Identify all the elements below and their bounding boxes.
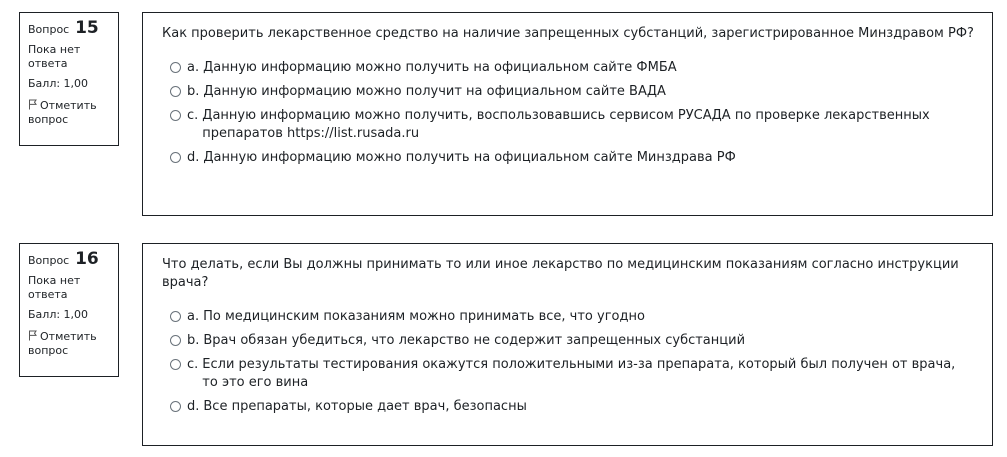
radio-button[interactable]: [170, 311, 181, 322]
answer-option-d[interactable]: [162, 398, 974, 416]
question-grade: Балл: 1,00: [28, 77, 89, 90]
answer-text: Все препараты, которые дает врач, безопасны: [203, 399, 527, 414]
answer-letter: d.: [187, 150, 200, 165]
answer-text: Данную информацию можно получить на официальном сайте ФМБА: [203, 60, 677, 75]
question-number-row: [28, 250, 110, 270]
question-content-16: [142, 243, 993, 446]
answer-option-c[interactable]: [162, 107, 974, 143]
question-number-row: [28, 19, 110, 39]
answer-list: [162, 308, 974, 416]
radio-button[interactable]: [170, 359, 181, 370]
answer-text: Данную информацию можно получить на официальном сайте Минздрава РФ: [203, 150, 736, 165]
question-number: 15: [75, 18, 99, 38]
answer-letter: a.: [187, 309, 200, 324]
answer-option-b[interactable]: [162, 83, 974, 101]
answer-text: Данную информацию можно получить, воспользовавшись сервисом РУСАДА по проверке лекарственных препаратов https://list.rusada.ru: [202, 108, 930, 141]
question-info-15: [19, 12, 119, 146]
radio-button[interactable]: [170, 110, 181, 121]
radio-button[interactable]: [170, 152, 181, 163]
question-grade: Балл: 1,00: [28, 308, 89, 321]
flag-question-link[interactable]: [28, 99, 110, 127]
question-state: Пока нет ответа: [28, 43, 81, 70]
answer-letter: d.: [187, 399, 200, 414]
answer-option-a[interactable]: [162, 308, 974, 326]
flag-icon: [28, 99, 38, 110]
question-number: 16: [75, 249, 99, 269]
radio-button[interactable]: [170, 335, 181, 346]
radio-button[interactable]: [170, 86, 181, 97]
question-text: Что делать, если Вы должны принимать то или иное лекарство по медицинским показаниям согласно инструкции врача?: [162, 257, 959, 290]
answer-option-a[interactable]: [162, 59, 974, 77]
answer-letter: b.: [187, 333, 200, 348]
question-content-15: [142, 12, 993, 216]
question-state: Пока нет ответа: [28, 274, 81, 301]
answer-option-c[interactable]: [162, 356, 974, 392]
answer-text: Врач обязан убедиться, что лекарство не содержит запрещенных субстанций: [203, 333, 746, 348]
question-label: Вопрос: [28, 23, 70, 36]
answer-letter: a.: [187, 60, 200, 75]
flag-question-label: Отметить вопрос: [28, 330, 97, 357]
flag-icon: [28, 330, 38, 341]
question-text: Как проверить лекарственное средство на наличие запрещенных субстанций, зарегистрированное Минздравом РФ?: [162, 26, 974, 41]
radio-button[interactable]: [170, 62, 181, 73]
answer-option-b[interactable]: [162, 332, 974, 350]
answer-letter: b.: [187, 84, 200, 99]
question-label: Вопрос: [28, 254, 70, 267]
answer-list: [162, 59, 974, 167]
radio-button[interactable]: [170, 401, 181, 412]
flag-question-label: Отметить вопрос: [28, 99, 97, 126]
question-info-16: [19, 243, 119, 377]
flag-question-link[interactable]: [28, 330, 110, 358]
answer-text: Данную информацию можно получит на официальном сайте ВАДА: [203, 84, 666, 99]
answer-text: Если результаты тестирования окажутся положительными из-за препарата, который был получен от врача, то это его вина: [202, 357, 956, 390]
answer-option-d[interactable]: [162, 149, 974, 167]
answer-letter: c.: [187, 357, 199, 372]
answer-text: По медицинским показаниям можно принимать все, что угодно: [203, 309, 645, 324]
answer-letter: c.: [187, 108, 199, 123]
